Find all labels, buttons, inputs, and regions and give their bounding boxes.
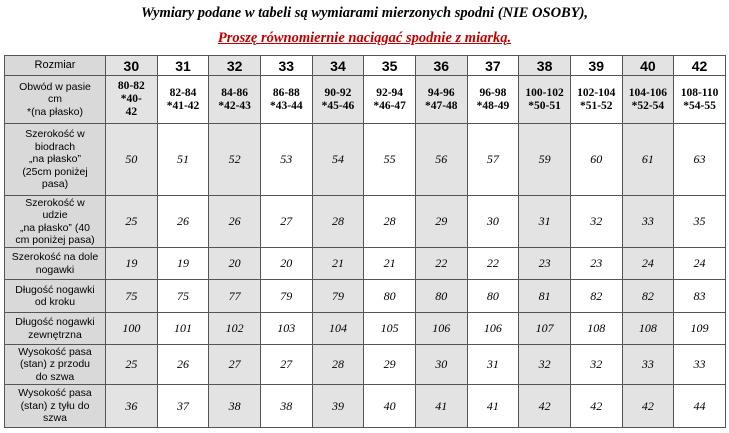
measurement-value: 100: [106, 313, 158, 345]
size-header-label: Rozmiar: [5, 56, 106, 76]
measurement-value: 106: [467, 313, 519, 345]
measurement-value: 90-92 *45-46: [312, 76, 364, 124]
measurement-value: 105: [364, 313, 416, 345]
size-header-cell: 34: [312, 56, 364, 76]
measurement-value: 82: [570, 280, 622, 313]
measurement-value: 53: [260, 124, 312, 196]
measurement-value: 103: [260, 313, 312, 345]
measurement-value: 33: [674, 345, 726, 385]
measurement-value: 96-98 *48-49: [467, 76, 519, 124]
size-table: [4, 55, 726, 428]
measurement-value: 33: [622, 345, 674, 385]
measurement-value: 102: [209, 313, 261, 345]
measurement-value: 35: [674, 196, 726, 248]
measurement-value: 104: [312, 313, 364, 345]
measurement-value: 27: [209, 345, 261, 385]
measurement-row: [5, 280, 726, 313]
measurement-value: 25: [106, 196, 158, 248]
measurement-value: 55: [364, 124, 416, 196]
measurement-value: 37: [157, 385, 209, 428]
measurement-value: 54: [312, 124, 364, 196]
size-header-cell: 37: [467, 56, 519, 76]
measurement-value: 30: [415, 345, 467, 385]
measurement-value: 23: [570, 248, 622, 280]
measurement-value: 22: [467, 248, 519, 280]
measurement-value: 108: [622, 313, 674, 345]
size-header-cell: 38: [519, 56, 571, 76]
measurement-value: 80: [415, 280, 467, 313]
measurement-row: [5, 345, 726, 385]
measurement-value: 80: [467, 280, 519, 313]
measurement-value: 42: [570, 385, 622, 428]
measurement-value: 79: [260, 280, 312, 313]
measurement-value: 25: [106, 345, 158, 385]
measurement-value: 108-110 *54-55: [674, 76, 726, 124]
measurement-value: 82: [622, 280, 674, 313]
measurement-value: 24: [674, 248, 726, 280]
measurement-label: Szerokość w udzie „na płasko” (40 cm poniżej pasa): [5, 196, 106, 248]
measurement-value: 44: [674, 385, 726, 428]
measurement-value: 31: [467, 345, 519, 385]
measurement-value: 108: [570, 313, 622, 345]
measurement-value: 32: [570, 196, 622, 248]
measurement-label: Wysokość pasa (stan) z tyłu do szwa: [5, 385, 106, 428]
measurement-value: 26: [209, 196, 261, 248]
measurement-value: 102-104 *51-52: [570, 76, 622, 124]
measurement-value: 75: [106, 280, 158, 313]
measurement-value: 31: [519, 196, 571, 248]
measurement-value: 39: [312, 385, 364, 428]
measurement-value: 56: [415, 124, 467, 196]
measurement-value: 29: [364, 345, 416, 385]
measurement-value: 92-94 *46-47: [364, 76, 416, 124]
measurement-value: 100-102 *50-51: [519, 76, 571, 124]
measurement-value: 61: [622, 124, 674, 196]
measurement-value: 28: [364, 196, 416, 248]
measurement-value: 109: [674, 313, 726, 345]
page-title: Wymiary podane w tabeli są wymiarami mierzonych spodni (NIE OSOBY),: [140, 5, 589, 21]
measurement-value: 77: [209, 280, 261, 313]
measurement-value: 32: [519, 345, 571, 385]
measurement-value: 27: [260, 196, 312, 248]
measurement-value: 42: [519, 385, 571, 428]
measurement-value: 81: [519, 280, 571, 313]
measurement-value: 28: [312, 196, 364, 248]
measurement-value: 19: [157, 248, 209, 280]
measurement-value: 23: [519, 248, 571, 280]
measurement-value: 22: [415, 248, 467, 280]
measurement-value: 83: [674, 280, 726, 313]
measurement-value: 19: [106, 248, 158, 280]
measurement-label: Szerokość na dole nogawki: [5, 248, 106, 280]
measurement-value: 84-86 *42-43: [209, 76, 261, 124]
measurement-value: 50: [106, 124, 158, 196]
measurement-value: 20: [209, 248, 261, 280]
measurement-value: 26: [157, 345, 209, 385]
measurement-value: 60: [570, 124, 622, 196]
measurement-value: 32: [570, 345, 622, 385]
measurement-value: 63: [674, 124, 726, 196]
size-header-cell: 40: [622, 56, 674, 76]
size-header-cell: 36: [415, 56, 467, 76]
measurement-row: [5, 385, 726, 428]
size-header-cell: 39: [570, 56, 622, 76]
size-table-body: [5, 56, 726, 428]
measurement-value: 21: [312, 248, 364, 280]
measurement-value: 41: [415, 385, 467, 428]
page-subtitle: Proszę równomiernie naciągać spodnie z miarką.: [217, 30, 512, 46]
measurement-value: 24: [622, 248, 674, 280]
measurement-value: 101: [157, 313, 209, 345]
measurement-value: 27: [260, 345, 312, 385]
measurement-value: 86-88 *43-44: [260, 76, 312, 124]
measurement-value: 106: [415, 313, 467, 345]
measurement-row: [5, 124, 726, 196]
measurement-value: 29: [415, 196, 467, 248]
measurement-value: 82-84 *41-42: [157, 76, 209, 124]
measurement-value: 104-106 *52-54: [622, 76, 674, 124]
measurement-label: Długość nogawki od kroku: [5, 280, 106, 313]
measurement-value: 80-82 *40- 42: [106, 76, 158, 124]
measurement-value: 57: [467, 124, 519, 196]
measurement-value: 52: [209, 124, 261, 196]
size-header-cell: 32: [209, 56, 261, 76]
measurement-label: Obwód w pasie cm *(na płasko): [5, 76, 106, 124]
size-header-cell: 42: [674, 56, 726, 76]
measurement-value: 79: [312, 280, 364, 313]
measurement-value: 30: [467, 196, 519, 248]
measurement-value: 42: [622, 385, 674, 428]
measurement-value: 51: [157, 124, 209, 196]
size-header-cell: 30: [106, 56, 158, 76]
measurement-row: [5, 196, 726, 248]
size-header-row: [5, 56, 726, 76]
size-header-cell: 31: [157, 56, 209, 76]
measurement-row: [5, 76, 726, 124]
measurement-value: 38: [209, 385, 261, 428]
measurement-value: 40: [364, 385, 416, 428]
measurement-value: 59: [519, 124, 571, 196]
size-header-cell: 33: [260, 56, 312, 76]
measurement-value: 94-96 *47-48: [415, 76, 467, 124]
size-header-cell: 35: [364, 56, 416, 76]
measurement-value: 21: [364, 248, 416, 280]
measurement-value: 33: [622, 196, 674, 248]
measurement-value: 41: [467, 385, 519, 428]
measurement-value: 107: [519, 313, 571, 345]
measurement-row: [5, 313, 726, 345]
measurement-value: 26: [157, 196, 209, 248]
measurement-value: 28: [312, 345, 364, 385]
measurement-label: Wysokość pasa (stan) z przodu do szwa: [5, 345, 106, 385]
measurement-label: Długość nogawki zewnętrzna: [5, 313, 106, 345]
measurement-value: 20: [260, 248, 312, 280]
measurement-row: [5, 248, 726, 280]
measurement-label: Szerokość w biodrach „na płasko” (25cm poniżej pasa): [5, 124, 106, 196]
measurement-value: 75: [157, 280, 209, 313]
measurement-value: 38: [260, 385, 312, 428]
measurement-value: 36: [106, 385, 158, 428]
measurement-value: 80: [364, 280, 416, 313]
